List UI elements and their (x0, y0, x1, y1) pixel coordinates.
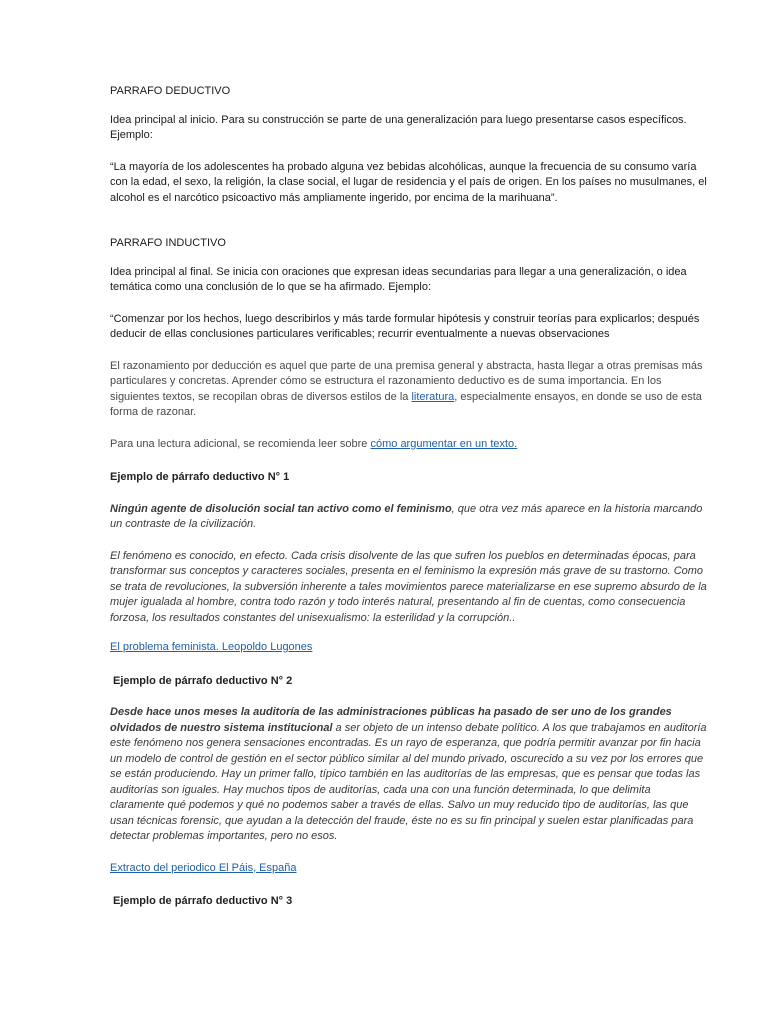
example2-source-link[interactable]: Extracto del periodico El Páis, España (110, 861, 297, 874)
reasoning-text-before: El razonamiento por deducción es aquel que parte de una premisa general y abstracta, hasta llegar a otras premisas más particulares y concretas. Aprender cómo se estructura el razonamiento deductivo es de suma importancia. En los siguientes textos, se recopilan obras de diversos estilos de la (110, 359, 703, 403)
reasoning-text-after: , especialmente ensayos, en donde se uso de esta forma de razonar. (110, 390, 702, 418)
example1-source (110, 640, 708, 656)
deductive-definition: Idea principal al inicio. Para su construcción se parte de una generalización para luego presentarse casos específicos. Ejemplo: (110, 113, 687, 141)
inductive-definition: Idea principal al final. Se inicia con oraciones que expresan ideas secundarias para llegar a una generalización, o idea temática como una conclusión de lo que se ha afirmado. Ejemplo: (110, 265, 687, 293)
example2-paragraph (110, 705, 708, 845)
inductive-heading: PARRAFO INDUCTIVO (110, 237, 226, 249)
example1-paragraph1 (110, 502, 708, 533)
example1-bold: Ningún agente de disolución social tan activo como el feminismo (110, 502, 452, 515)
example2-bold: Desde hace unos meses la auditoría de las administraciones públicas ha pasado de ser uno de los grandes olvidados de nuestro sistema institucional (110, 706, 672, 734)
additional-reading (110, 437, 708, 453)
example2-source (110, 861, 708, 877)
example1-source-link[interactable]: El problema feminista. Leopoldo Lugones (110, 641, 313, 653)
argumentar-link[interactable]: cómo argumentar en un texto. (370, 437, 518, 450)
inductive-example: “Comenzar por los hechos, luego describirlos y más tarde formular hipótesis y construir teorías para explicarlos; después deducir de ellas conclusiones particulares verificables; recurrir eventualmente a nuevas observaciones (110, 312, 700, 340)
example3-heading: Ejemplo de párrafo deductivo N° 3 (113, 895, 293, 907)
example1-paragraph2: El fenómeno es conocido, en efecto. Cada crisis disolvente de las que sufren los pueblos en determinadas épocas, para transformar sus conceptos y caracteres sociales, presenta en el feminismo la expresión más grave de su trastorno. Como se trata de revoluciones, la subversión inherente a tales movimientos parece materializarse en ese supremo absurdo de la mujer igualada al hombre, contra todo razón y todo interés natural, presentando al fin de cuentas, como consecuencia forzosa, los resultados constantes del unisexualismo: la esterilidad y la corrupción.. (110, 549, 707, 624)
deductive-heading: PARRAFO DEDUCTIVO (110, 85, 231, 97)
additional-text: Para una lectura adicional, se recomienda leer sobre (110, 437, 371, 450)
example2-heading: Ejemplo de párrafo deductivo N° 2 (113, 674, 293, 687)
reasoning-paragraph (110, 359, 708, 421)
deductive-example: “La mayoría de los adolescentes ha probado alguna vez bebidas alcohólicas, aunque la frecuencia de su consumo varía con la edad, el sexo, la religión, la clase social, el lugar de residencia y el país de origen. En los países no musulmanes, el alcohol es el narcótico psicoactivo más ampliamente ingerido, por encima de la marihuana”. (110, 160, 707, 204)
example2-rest: a ser objeto de un intenso debate político. A los que trabajamos en auditoría este fenómeno nos genera sensaciones encontradas. Es un rayo de esperanza, que podría permitir avanzar por fin hacia un modelo de control de gestión en el sector público similar al del mundo privado, oscurecido a su vez por los errores que se están produciendo. Hay un primer fallo, típico también en las auditorías de las empresas, que es pensar que todas las auditorías son iguales. Hay muchos tipos de auditorías, cada una con una función determinada, lo que delimita claramente qué podemos y qué no podemos saber a través de ellas. Salvo un muy reducido tipo de auditorías, las que usan técnicas forensic, que ayudan a la detección del fraude, éste no es su fin principal y suelen estar planificadas para detectar problemas importantes, pero no esos. (110, 721, 707, 842)
example1-rest: , que otra vez más aparece en la historia marcando un contraste de la civilización. (110, 502, 703, 530)
example1-heading: Ejemplo de párrafo deductivo N° 1 (110, 471, 290, 483)
literatura-link[interactable]: literatura (411, 390, 455, 403)
